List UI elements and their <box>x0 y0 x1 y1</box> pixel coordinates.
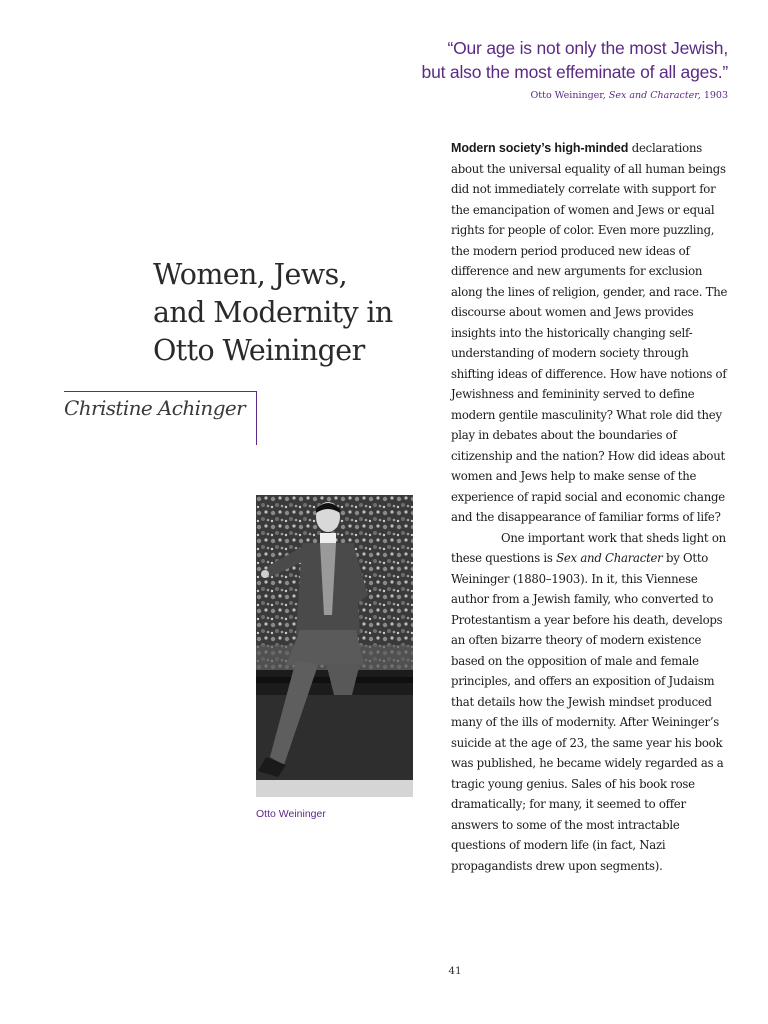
paragraph-text: declarations about the universal equality of all human beings did not immediately correlate with support for the emancipation of women and Jews or equal rights for people of color. Even more puzzling, the modern period produced new ideas of difference and new arguments for exclusion along the lines of religion, gender, and race. The discourse about women and Jews provides insights into the historically changing self-understanding of modern society through shifting ideas of difference. How have notions of Jewishness and femininity served to define modern gentile masculinity? What role did they play in debates about the boundaries of citizenship and the nation? How did ideas about women and Jews help to make sense of the experience of rapid social and economic change and the disappearance of familiar forms of life? <box>451 141 728 524</box>
body-text <box>451 138 733 876</box>
epigraph-quote-line: but also the most effeminate of all ages.” <box>421 62 728 82</box>
title-line: Otto Weininger <box>153 334 365 367</box>
epigraph-citation <box>268 90 728 101</box>
lead-in: Modern society’s high-minded <box>451 141 629 155</box>
portrait-illustration <box>256 495 413 797</box>
book-title: Sex and Character <box>556 551 663 565</box>
author-name: Christine Achinger <box>64 396 246 420</box>
article-title <box>153 256 443 370</box>
paragraph-text: One important work that sheds light on these questions is <box>451 530 726 565</box>
portrait-photo <box>256 495 413 797</box>
epigraph-cite-year: 1903 <box>700 90 728 101</box>
body-paragraph <box>451 138 733 528</box>
epigraph-quote-line: “Our age is not only the most Jewish, <box>447 38 728 58</box>
epigraph-cite-work: Sex and Character, <box>608 90 701 101</box>
paragraph-text: by Otto Weininger (1880–1903). In it, this Viennese author from a Jewish family, who converted to Protestantism a year before his death, develops an often bizarre theory of modern existence based on the opposition of male and female principles, and offers an exposition of Judaism that details how the Jewish mindset produced many of the ills of modernity. After Weininger’s suicide at the age of 23, the same year his book was published, he became widely regarded as a tragic young genius. Sales of his book rose dramatically; for many, it seemed to offer answers to some of the most intractable questions of modern life (in fact, Nazi propagandists drew upon segments). <box>451 551 724 873</box>
page-number: 41 <box>448 965 462 977</box>
photo-caption: Otto Weininger <box>256 808 326 820</box>
epigraph <box>268 36 728 101</box>
body-paragraph <box>451 528 733 877</box>
title-line: and Modernity in <box>153 296 393 329</box>
title-line: Women, Jews, <box>153 258 348 291</box>
epigraph-cite-author: Otto Weininger, <box>530 90 609 101</box>
epigraph-quote <box>268 36 728 84</box>
